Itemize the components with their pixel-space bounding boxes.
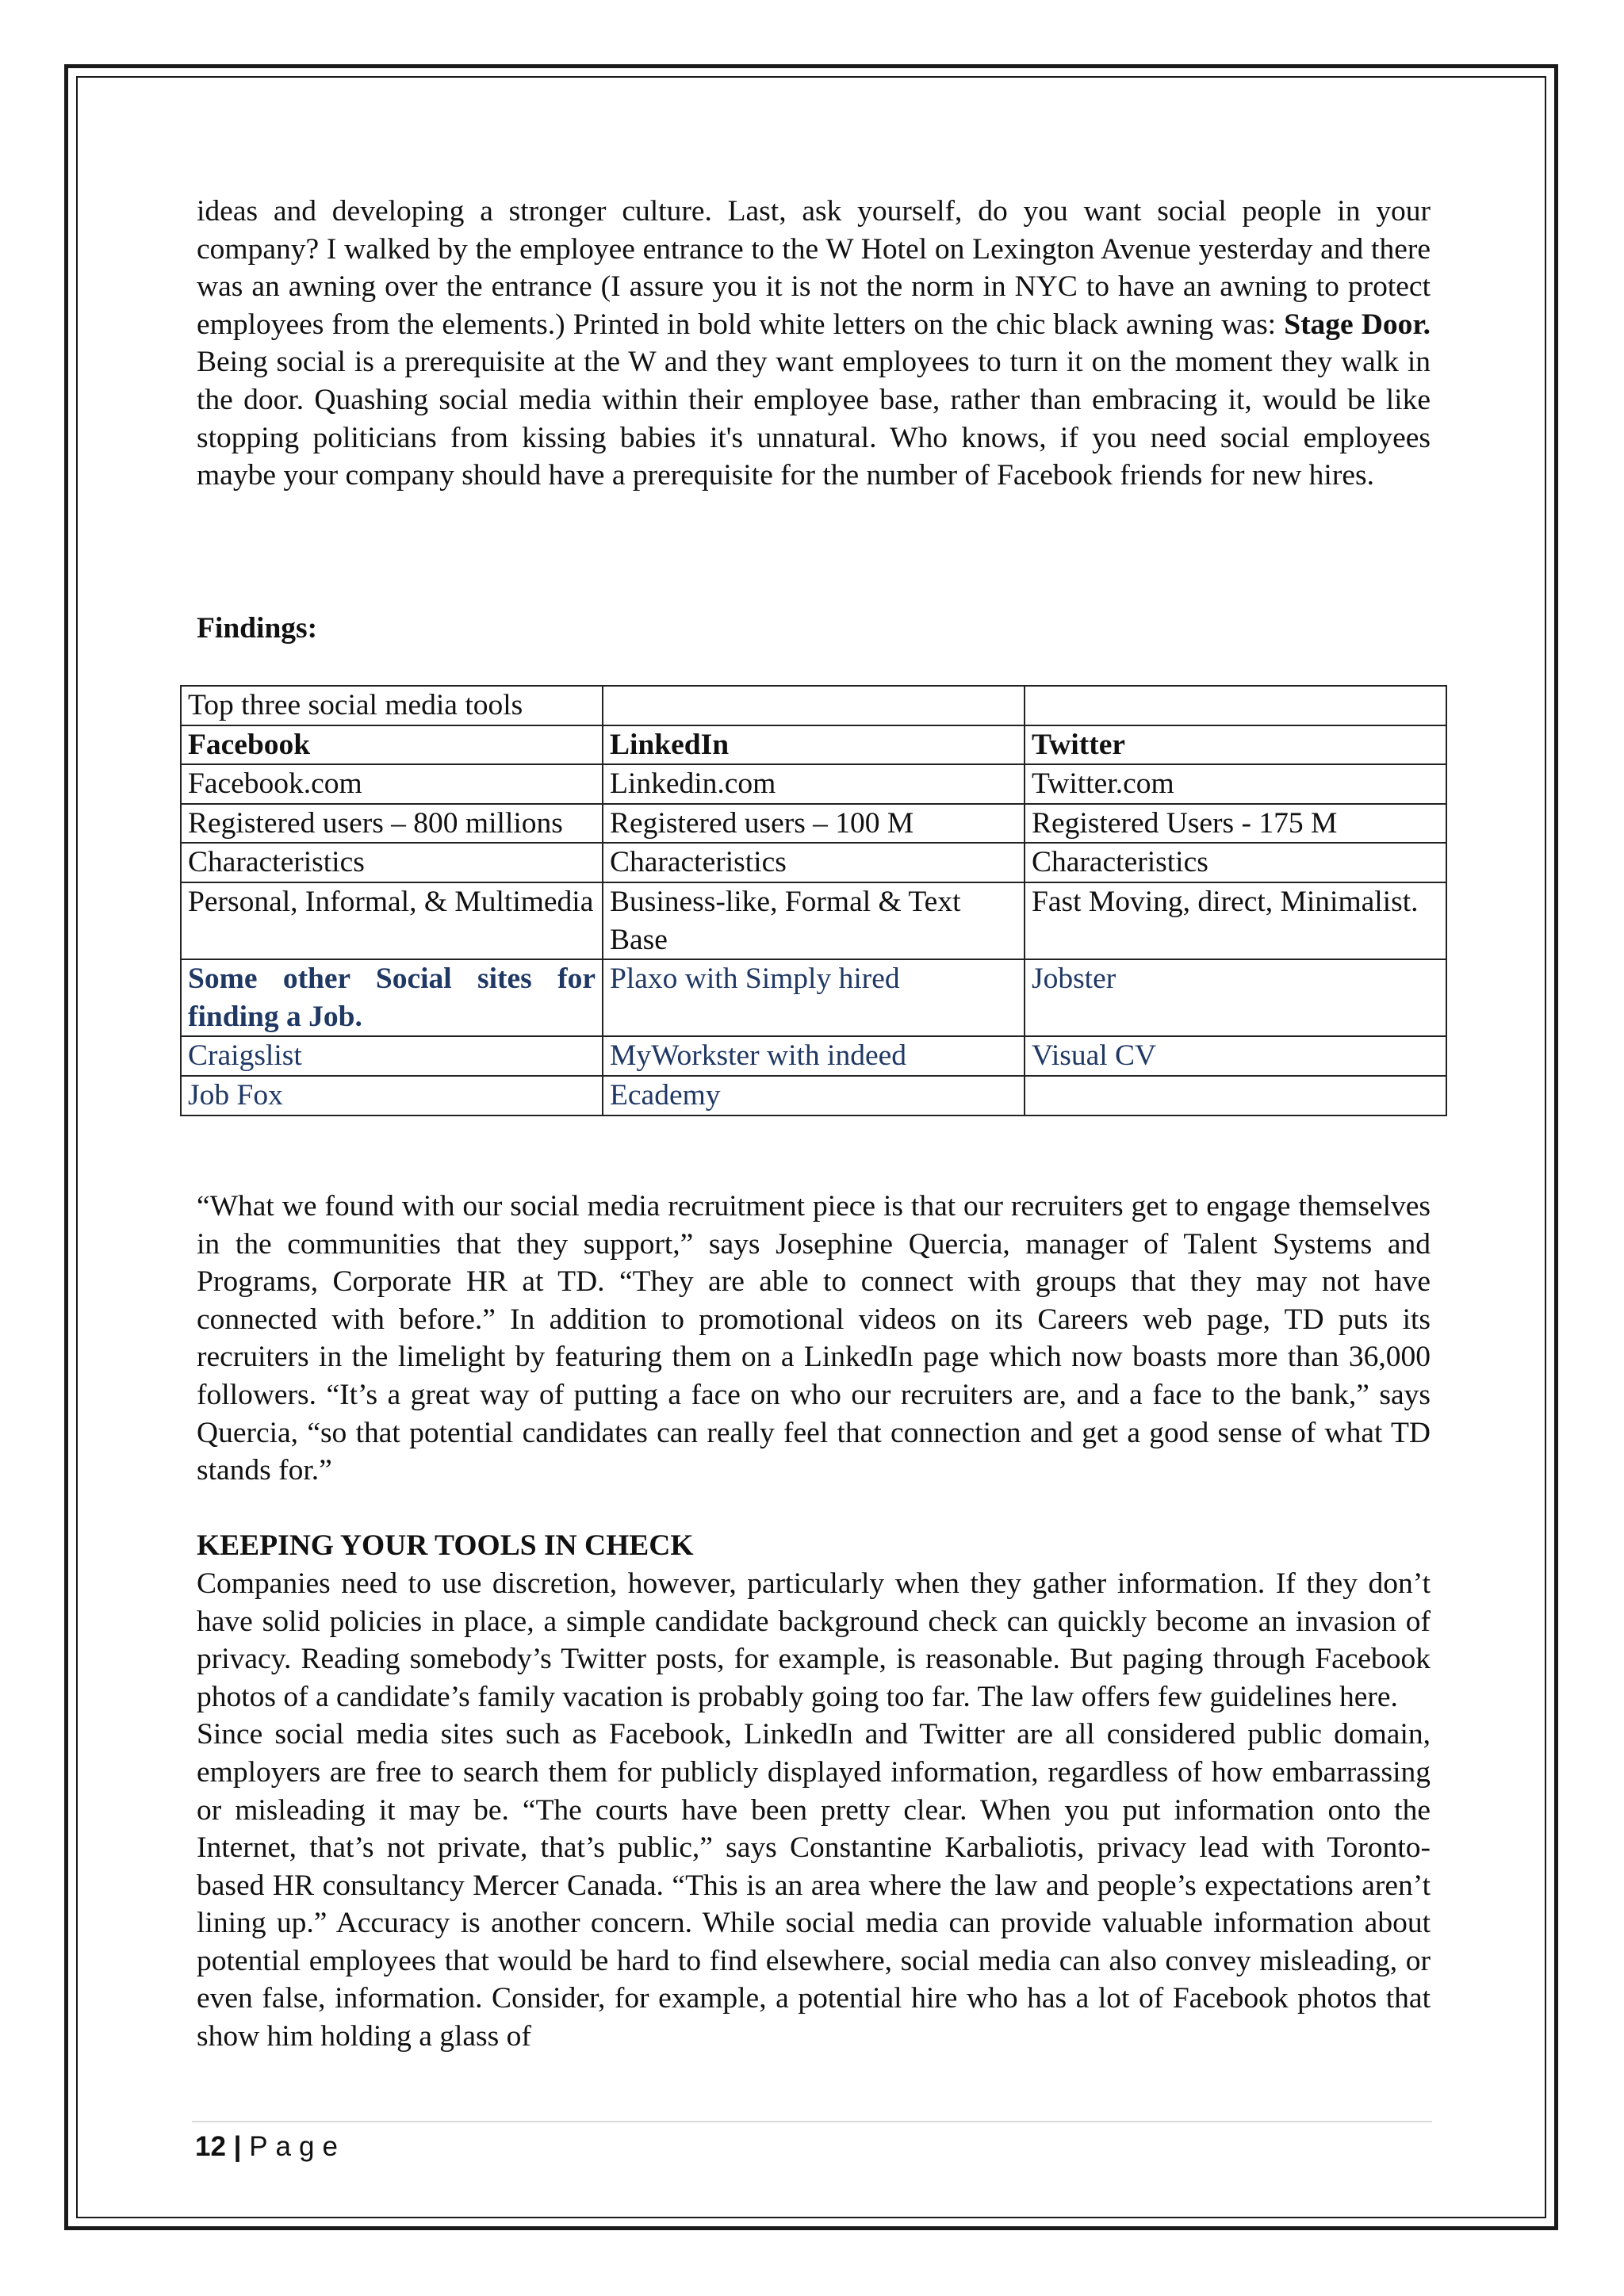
table-cell: Plaxo with Simply hired [603,959,1025,1036]
table-cell [1025,1076,1446,1115]
quote-paragraph: “What we found with our social media recruitment piece is that our recruiters get to engage themselves in the communities that they support,” says Josephine Quercia, manager of Talent Systems and Programs, Corporate HR at TD. “They are able to connect with groups that they may not have connected with before.” In addition to promotional videos on its Careers web page, TD puts its recruiters in the limelight by featuring them on a LinkedIn page which now boasts more than 36,000 followers. “It’s a great way of putting a face on who our recruiters are, and a face to the bank,” says Quercia, “so that potential candidates can really feel that connection and get a good sense of what TD stands for.” [197,1190,1431,1487]
table-row [181,843,1446,882]
footer-divider [192,2121,1432,2122]
paragraph-spacer [197,1490,1431,1528]
page-number: 12 [195,2131,226,2162]
page-content [188,193,1431,2053]
table-cell: Fast Moving, direct, Minimalist. [1025,882,1446,959]
column-header-linkedin: LinkedIn [603,725,1025,765]
table-row [181,1036,1446,1076]
table-row [181,1076,1446,1115]
table-cell: Characteristics [181,843,603,882]
table-cell: Characteristics [1025,843,1446,882]
section-paragraph-2: Since social media sites such as Facebook, LinkedIn and Twitter are all considered public domain, employers are free to search them for publicly displayed information, regardless of how embarrassing or misleading it may be. “The courts have been pretty clear. When you put information onto the Internet, that’s not private, that’s public,” says Constantine Karbaliotis, privacy lead with Toronto-based HR consultancy Mercer Canada. “This is an area where the law and people’s expectations aren’t lining up.” Accuracy is another concern. While social media can provide valuable information about potential employees that would be hard to find elsewhere, social media can also convey misleading, or even false, information. Consider, for example, a potential hire who has a lot of Facebook photos that show him holding a glass of [197,1718,1431,2053]
intro-bold-phrase: Stage Door. [1284,308,1431,341]
table-cell-other-sites-label: Some other Social sites for finding a Job. [181,959,603,1036]
findings-heading: Findings: [197,612,318,645]
column-header-twitter: Twitter [1025,725,1446,765]
section-heading: KEEPING YOUR TOOLS IN CHECK [197,1529,694,1563]
intro-text-end: Being social is a prerequisite at the W and they want employees to turn it on the moment they walk in the door. Quashing social media within their employee base, rather than embracing it, would be like stopping politicians from kissing babies it's unnatural. Who knows, if you need social employees maybe your company should have a prerequisite for the number of Facebook friends for new hires. [197,346,1431,492]
table-cell: Characteristics [603,843,1025,882]
intro-paragraph [197,193,1431,495]
table-row [181,804,1446,844]
page-label: Page [249,2131,346,2162]
page-footer [195,2131,346,2163]
table-cell: Business-like, Formal & Text Base [603,882,1025,959]
column-header-facebook: Facebook [181,725,603,765]
section-paragraph-1: Companies need to use discretion, however, particularly when they gather information. If they don’t have solid policies in place, a simple candidate background check can quickly become an invasion of privacy. Reading somebody’s Twitter posts, for example, is reasonable. But paging through Facebook photos of a candidate’s family vacation is probably going too far. The law offers few guidelines here. [197,1567,1431,1713]
table-cell: Linkedin.com [603,764,1025,804]
table-row [181,882,1446,959]
table-row [181,686,1446,725]
table-cell: Registered users – 800 millions [181,804,603,844]
table-cell: Facebook.com [181,764,603,804]
intro-text-start: ideas and developing a stronger culture. Last, ask yourself, do you want social people in your company? I walked by the employee entrance to the W Hotel on Lexington Avenue yesterday and there was an awning over the entrance (I assure you it is not the norm in NYC to have an awning to protect employees from the elements.) Printed in bold white letters on the chic black awning was: [197,195,1431,341]
table-cell: Ecademy [603,1076,1025,1115]
table-cell: Jobster [1025,959,1446,1036]
table-cell [603,686,1025,725]
table-cell [1025,686,1446,725]
table-cell: Registered users – 100 M [603,804,1025,844]
table-cell: Visual CV [1025,1036,1446,1076]
table-cell: Craigslist [181,1036,603,1076]
table-row [181,764,1446,804]
article-body [197,1188,1431,2056]
table-row [181,959,1446,1036]
table-cell: Job Fox [181,1076,603,1115]
table-header-row [181,725,1446,765]
footer-separator: | [225,2131,250,2162]
social-media-tools-table [180,685,1447,1116]
table-cell: Registered Users - 175 M [1025,804,1446,844]
table-cell: Top three social media tools [181,686,603,725]
table-cell: Twitter.com [1025,764,1446,804]
table-cell: MyWorkster with indeed [603,1036,1025,1076]
table-cell: Personal, Informal, & Multimedia [181,882,603,959]
